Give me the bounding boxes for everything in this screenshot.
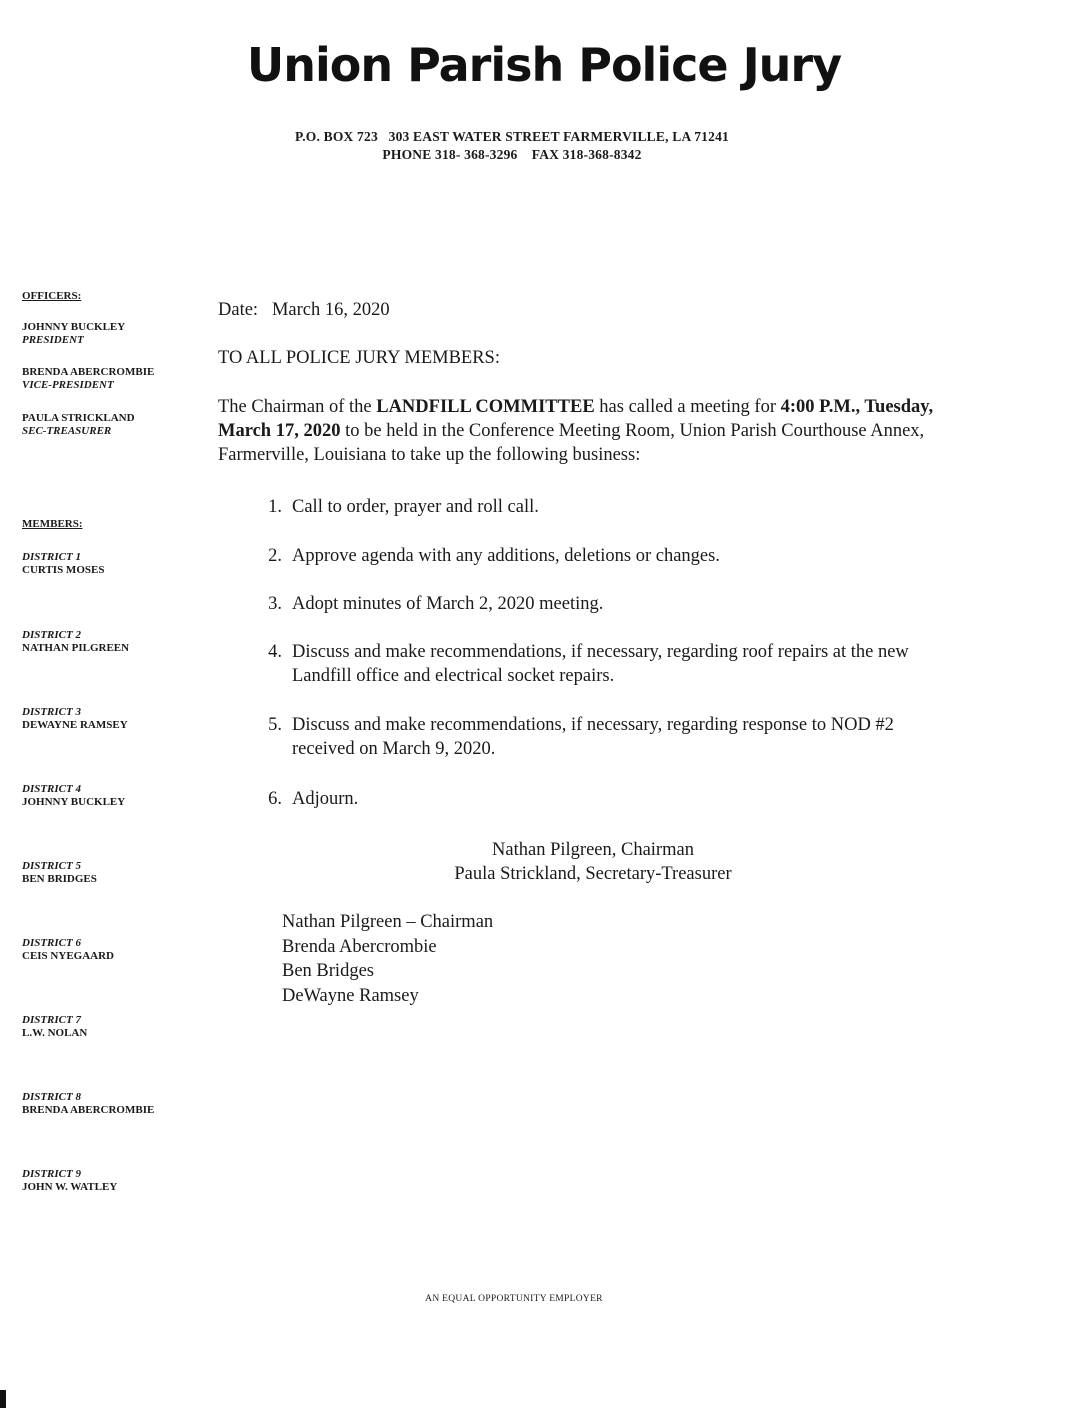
member-name: CURTIS MOSES: [22, 564, 105, 576]
member-name: BEN BRIDGES: [22, 873, 97, 885]
date-line: [218, 298, 390, 322]
members-heading: MEMBERS:: [22, 518, 83, 530]
member-district: DISTRICT 4: [22, 783, 81, 795]
notice-text: to be held in the Conference Meeting Room, Union Parish Courthouse Annex, Farmerville, Louisiana to take up the following business:: [218, 421, 925, 465]
agenda-text: Adjourn.: [292, 789, 359, 809]
agenda-item: [246, 713, 958, 761]
agenda-item: [246, 495, 958, 519]
member-name: JOHN W. WATLEY: [22, 1181, 118, 1193]
agenda-text: Call to order, prayer and roll call.: [292, 497, 539, 517]
agenda-number: 4.: [268, 642, 282, 662]
member-entry: [22, 629, 129, 655]
member-entry: [22, 1168, 117, 1194]
officer-name: PAULA STRICKLAND: [22, 412, 135, 424]
address-line: P.O. BOX 723 303 EAST WATER STREET FARMERVILLE, LA 71241: [295, 129, 729, 144]
letterhead-address: [0, 128, 1024, 164]
agenda-item: [246, 787, 958, 811]
phone-line: PHONE 318- 368-3296 FAX 318-368-8342: [382, 147, 642, 162]
footer-notice: AN EQUAL OPPORTUNITY EMPLOYER: [425, 1294, 603, 1304]
member-name: DEWAYNE RAMSEY: [22, 719, 128, 731]
member-name: L.W. NOLAN: [22, 1027, 88, 1039]
member-district: DISTRICT 6: [22, 937, 81, 949]
date-label: Date:: [218, 300, 259, 320]
agenda-text: Discuss and make recommendations, if necessary, regarding response to NOD #2 received on March 9, 2020.: [292, 715, 894, 759]
member-district: DISTRICT 9: [22, 1168, 81, 1180]
committee-member: Ben Bridges: [282, 961, 374, 981]
member-name: CEIS NYEGAARD: [22, 950, 114, 962]
signature-block: [428, 838, 758, 886]
member-entry: [22, 937, 114, 963]
officer-title: VICE-PRESIDENT: [22, 379, 114, 391]
agenda-number: 5.: [268, 715, 282, 735]
agenda-item: [246, 640, 958, 688]
committee-member: Brenda Abercrombie: [282, 936, 437, 957]
member-name: JOHNNY BUCKLEY: [22, 796, 126, 808]
notice-text: The Chairman of the: [218, 397, 377, 417]
officer-name: JOHNNY BUCKLEY: [22, 321, 126, 333]
committee-member: Nathan Pilgreen – Chairman: [282, 912, 494, 932]
agenda-number: 2.: [268, 546, 282, 566]
agenda-number: 6.: [268, 789, 282, 809]
member-name: NATHAN PILGREEN: [22, 642, 130, 654]
committee-name: LANDFILL COMMITTEE: [376, 397, 595, 417]
meeting-notice: [218, 395, 953, 467]
member-entry: [22, 706, 128, 732]
member-entry: [22, 783, 125, 809]
agenda-text: Adopt minutes of March 2, 2020 meeting.: [292, 594, 604, 614]
member-name: BRENDA ABERCROMBIE: [22, 1104, 155, 1116]
agenda-item: [246, 592, 958, 616]
officers-heading: OFFICERS:: [22, 290, 82, 302]
notice-text: has called a meeting for: [594, 397, 781, 417]
agenda-item: [246, 544, 958, 568]
salutation: TO ALL POLICE JURY MEMBERS:: [218, 348, 500, 368]
agenda-text: Discuss and make recommendations, if necessary, regarding roof repairs at the new Landfill office and electrical socket repairs.: [292, 642, 909, 686]
scan-edge-mark: [0, 1390, 6, 1408]
letterhead-title: Union Parish Police Jury: [246, 38, 842, 92]
member-entry: [22, 1091, 154, 1117]
agenda-number: 1.: [268, 497, 282, 517]
member-entry: [22, 860, 97, 886]
officer-title: PRESIDENT: [22, 334, 84, 346]
member-district: DISTRICT 7: [22, 1014, 81, 1026]
member-district: DISTRICT 8: [22, 1091, 81, 1103]
agenda-text: Approve agenda with any additions, deletions or changes.: [292, 546, 720, 566]
officer-title: SEC-TREASURER: [22, 425, 112, 437]
committee-member-list: [282, 910, 493, 1008]
member-district: DISTRICT 3: [22, 706, 81, 718]
member-district: DISTRICT 2: [22, 629, 81, 641]
agenda-number: 3.: [268, 594, 282, 614]
officer-name: BRENDA ABERCROMBIE: [22, 366, 155, 378]
member-district: DISTRICT 5: [22, 860, 81, 872]
meeting-time: 4:00 P.M., Tuesday, March 17, 2020: [218, 397, 934, 441]
officer-entry: [22, 366, 154, 392]
committee-member: DeWayne Ramsey: [282, 985, 419, 1006]
date-value: March 16, 2020: [271, 300, 390, 320]
officer-entry: [22, 321, 125, 347]
secretary-signature: Paula Strickland, Secretary-Treasurer: [454, 864, 732, 884]
member-district: DISTRICT 1: [22, 551, 81, 563]
chairman-signature: Nathan Pilgreen, Chairman: [492, 840, 694, 860]
member-entry: [22, 551, 104, 577]
member-entry: [22, 1014, 87, 1040]
officer-entry: [22, 412, 135, 438]
